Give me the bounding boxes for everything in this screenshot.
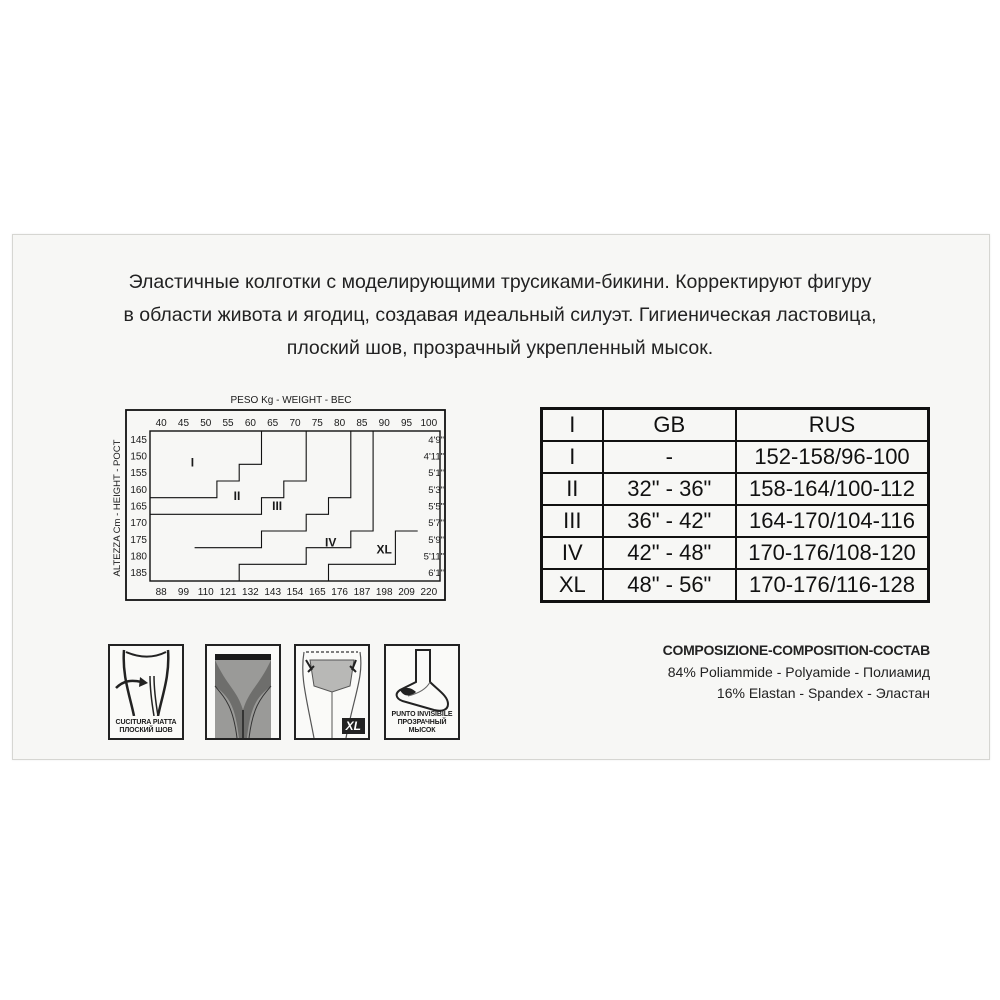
height-cm-tick-label: 155: [130, 468, 147, 480]
height-cm-tick-label: 170: [130, 518, 147, 530]
composition-line: 16% Elastan - Spandex - Эластан: [716, 685, 930, 701]
weight-lb-tick-label: 187: [353, 587, 371, 598]
weight-kg-tick-label: 90: [378, 418, 390, 429]
description-line: Эластичные колготки с моделирующими трусиками-бикини. Корректируют фигуру: [128, 271, 872, 293]
weight-kg-tick-label: 45: [177, 418, 190, 429]
weight-lb-tick-label: 209: [398, 587, 415, 598]
size-zone-boundary: [329, 531, 418, 581]
weight-kg-tick-label: 70: [289, 418, 301, 429]
size-zone-label: III: [272, 499, 283, 513]
flat-seam-icon: [108, 644, 184, 740]
xl-badge: XL: [342, 718, 365, 734]
weight-lb-tick-label: 220: [420, 587, 438, 598]
rus-cell: 152-158/96-100: [736, 441, 929, 473]
weight-kg-tick-label: 60: [244, 418, 256, 429]
gb-cell: 42" - 48": [603, 537, 736, 569]
gb-cell: -: [603, 441, 736, 473]
gb-cell: 48" - 56": [603, 569, 736, 602]
height-ft-tick-label: 5'5": [428, 501, 444, 513]
size-zone-boundary: [195, 431, 351, 548]
header-cell: RUS: [736, 409, 929, 442]
weight-kg-tick-label: 85: [356, 418, 368, 429]
height-ft-tick-label: 6'1": [428, 568, 444, 580]
height-cm-tick-label: 145: [130, 434, 147, 446]
size-zone-label: IV: [325, 535, 337, 550]
product-description: [50, 266, 950, 365]
height-ft-tick-label: 5'9": [428, 534, 444, 546]
caption-line: PUNTO INVISIBILE: [391, 711, 453, 718]
invisible-toe-caption: [388, 711, 456, 735]
size-cell: IV: [542, 537, 603, 569]
gb-cell: 36" - 42": [603, 505, 736, 537]
weight-kg-tick-label: 75: [311, 418, 323, 429]
composition-title: COMPOSIZIONE-COMPOSITION-COCTAB: [662, 642, 930, 658]
height-ft-tick-label: 5'1": [428, 468, 444, 480]
size-chart: [105, 388, 475, 608]
header-cell: I: [542, 409, 603, 442]
size-table: [540, 407, 930, 603]
height-ft-tick-label: 5'7": [428, 518, 444, 530]
size-zone-boundary: [150, 431, 306, 514]
weight-kg-tick-label: 50: [200, 418, 212, 429]
bikini-panty-icon: [205, 644, 281, 740]
gb-cell: 32" - 36": [603, 473, 736, 505]
rus-cell: 164-170/104-116: [736, 505, 929, 537]
xl-size-icon: [294, 644, 370, 740]
weight-lb-tick-label: 121: [219, 587, 237, 598]
table-row: [542, 473, 929, 505]
weight-lb-tick-label: 165: [308, 587, 326, 598]
size-zone-boundary: [150, 431, 262, 498]
height-cm-tick-label: 175: [130, 534, 147, 546]
caption-line: CUCITURA PIATTA: [115, 719, 177, 726]
weight-kg-tick-label: 95: [400, 418, 413, 429]
height-ft-tick-label: 5'3": [428, 484, 444, 496]
weight-kg-tick-label: 40: [155, 418, 167, 429]
composition-line: 84% Poliammide - Polyamide - Полиамид: [667, 664, 930, 680]
weight-lb-tick-label: 132: [242, 587, 259, 598]
table-row: [542, 441, 929, 473]
weight-lb-tick-label: 110: [197, 587, 214, 598]
chart-ylabel: ALTEZZA Cm - HEIGHT - POCT: [112, 439, 123, 577]
weight-lb-tick-label: 99: [177, 587, 190, 598]
rus-cell: 170-176/116-128: [736, 569, 929, 602]
height-cm-tick-label: 160: [130, 484, 147, 496]
size-cell: III: [542, 505, 603, 537]
weight-lb-tick-label: 176: [331, 587, 348, 598]
table-header-row: [542, 409, 929, 442]
weight-kg-tick-label: 55: [222, 418, 234, 429]
size-cell: I: [542, 441, 603, 473]
weight-lb-tick-label: 198: [375, 587, 393, 598]
size-zone-label: XL: [376, 542, 392, 557]
weight-kg-tick-label: 65: [267, 418, 279, 429]
height-ft-tick-label: 4'11": [423, 451, 444, 463]
height-ft-tick-label: 5'11": [423, 551, 444, 563]
weight-kg-tick-label: 80: [334, 418, 346, 429]
table-row: [542, 505, 929, 537]
height-cm-tick-label: 180: [130, 551, 147, 563]
height-ft-tick-label: 4'9": [428, 434, 444, 446]
weight-lb-tick-label: 88: [155, 587, 167, 598]
weight-kg-tick-label: 100: [420, 418, 438, 429]
table-row: [542, 537, 929, 569]
weight-lb-tick-label: 154: [286, 587, 304, 598]
caption-line: ПРОЗРАЧНЫЙ МЫСОК: [397, 719, 447, 734]
invisible-toe-icon: [384, 644, 460, 740]
table-row: [542, 569, 929, 602]
rus-cell: 170-176/108-120: [736, 537, 929, 569]
chart-frame: [126, 410, 445, 600]
height-cm-tick-label: 165: [130, 501, 147, 513]
caption-line: ПЛОСКИЙ ШОВ: [119, 727, 173, 734]
size-cell: II: [542, 473, 603, 505]
chart-title: PESO Kg - WEIGHT - BEC: [230, 395, 352, 406]
size-zone-label: I: [190, 455, 195, 470]
size-cell: XL: [542, 569, 603, 602]
header-cell: GB: [603, 409, 736, 442]
chart-plot-area: [150, 431, 440, 581]
size-zone-label: II: [233, 489, 241, 503]
rus-cell: 158-164/100-112: [736, 473, 929, 505]
description-line: плоский шов, прозрачный укрепленный мысок.: [286, 337, 714, 359]
height-cm-tick-label: 185: [130, 568, 147, 580]
description-line: в области живота и ягодиц, создавая идеальный силуэт. Гигиеническая ластовица,: [123, 304, 877, 326]
height-cm-tick-label: 150: [130, 451, 147, 463]
composition-block: [663, 642, 930, 704]
weight-lb-tick-label: 143: [264, 587, 282, 598]
flat-seam-caption: [112, 719, 180, 735]
